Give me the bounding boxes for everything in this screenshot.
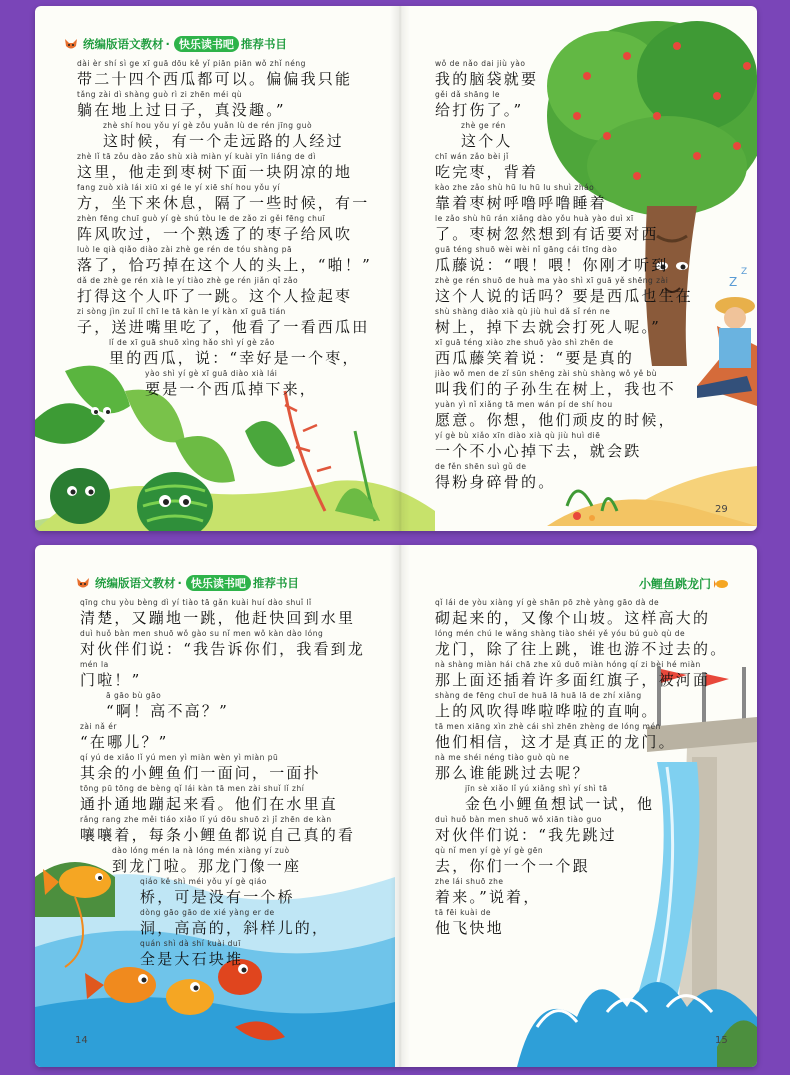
pinyin-text: zi sòng jìn zuǐ lǐ chī le tā kàn le yí kàn xī guā tián: [77, 307, 286, 316]
text-line: [435, 721, 727, 752]
pinyin-text: jīn sè xiǎo lǐ yú xiǎng shì yí shì tā: [465, 784, 608, 793]
hanzi-text: 全是大石块堆: [140, 950, 244, 968]
text-line: [77, 182, 372, 213]
hanzi-text: 这里，他走到枣树下面一块阴凉的地: [77, 163, 353, 181]
hanzi-text: 阵风吹过，一个熟透了的枣子给风吹: [77, 225, 353, 243]
hanzi-text: 了。枣树忽然想到有话要对西: [435, 225, 659, 243]
text-line: [80, 628, 365, 659]
text-line: [80, 721, 365, 752]
text-line: [435, 368, 693, 399]
pinyin-text: gěi dǎ shāng le: [435, 90, 500, 99]
pinyin-text: qīng chu yòu bèng dì yí tiào tā gǎn kuài huí dào shuǐ lǐ: [80, 598, 312, 607]
hanzi-text: 瓜藤说：“喂！喂！你刚才听到: [435, 256, 669, 274]
pinyin-text: tā fēi kuài de: [435, 908, 491, 917]
svg-text:Z: Z: [729, 275, 738, 289]
pinyin-text: zài nǎ ér: [80, 722, 117, 731]
hanzi-text: 对伙伴们说：“我先跳过: [435, 826, 617, 844]
text-line: [435, 814, 727, 845]
text-column: [80, 597, 365, 969]
hanzi-text: 给打伤了。”: [435, 101, 524, 119]
text-line: [435, 597, 727, 628]
text-line: [77, 275, 372, 306]
text-line: [77, 151, 372, 182]
pinyin-text: zhèn fēng chuī guò yí gè shú tòu le de zǎo zi gěi fēng chuī: [77, 214, 326, 223]
hanzi-text: 通扑通地蹦起来看。他们在水里直: [80, 795, 339, 813]
text-line: [77, 89, 372, 120]
hanzi-text: 他们相信，这才是真正的龙门。: [435, 733, 676, 751]
hanzi-text: 嚷嚷着，每条小鲤鱼都说自己真的看: [80, 826, 356, 844]
pinyin-text: chī wán zǎo bèi jǐ: [435, 152, 509, 161]
hanzi-text: 门啦！”: [80, 671, 142, 689]
hanzi-text: “在哪儿？”: [80, 733, 169, 751]
text-line: [435, 151, 693, 182]
hanzi-text: 这时候，有一个走远路的人经过: [103, 132, 344, 150]
hanzi-text: 其余的小鲤鱼们一面问，一面扑: [80, 764, 321, 782]
badge-label: 快乐读书吧: [174, 36, 239, 52]
hanzi-text: 去，你们一个一个跟: [435, 857, 590, 875]
pinyin-text: duì huǒ bàn men shuō wǒ xiān tiào guo: [435, 815, 602, 824]
pinyin-text: tǎng zài dì shàng guò rì zi zhēn méi qù: [77, 90, 243, 99]
text-line: [80, 597, 365, 628]
hanzi-text: 带二十四个西瓜都可以。偏偏我只能: [77, 70, 353, 88]
text-line: [435, 628, 727, 659]
pinyin-text: dào lóng mén la nà lóng mén xiàng yí zuò: [112, 846, 290, 855]
text-line: [435, 120, 693, 151]
hanzi-text: 洞，高高的，斜样儿的，: [140, 919, 330, 937]
pinyin-text: mén la: [80, 660, 109, 669]
pinyin-text: zhè ge rén: [461, 121, 506, 130]
hanzi-text: 对伙伴们说：“我告诉你们，我看到龙: [80, 640, 366, 658]
recommend-label: 推荐书目: [252, 576, 299, 590]
hanzi-text: 龙门，除了往上跳，谁也游不过去的。: [435, 640, 728, 658]
text-line: [77, 120, 372, 151]
pinyin-text: qiáo kě shì méi yǒu yí gè qiáo: [140, 877, 267, 886]
bottom-spread: [35, 545, 757, 1067]
text-line: [80, 659, 365, 690]
pinyin-text: yí gè bù xiǎo xīn diào xià qù jiù huì diē: [435, 431, 601, 440]
pinyin-text: shù shàng diào xià qù jiù huì dǎ sǐ rén ne: [435, 307, 611, 316]
hanzi-text: 打得这个人吓了一跳。这个人捡起枣: [77, 287, 353, 305]
series-header: 统编版语文教材 · 快乐读书吧 推荐书目: [63, 36, 287, 52]
text-line: [435, 306, 693, 337]
hanzi-text: 桥，可是没有一个桥: [140, 888, 295, 906]
pinyin-text: dài èr shí sì ge xī guā dōu kě yǐ piān piān wǒ zhǐ néng: [77, 59, 306, 68]
hanzi-text: 叫我们的子孙生在树上，我也不: [435, 380, 676, 398]
pinyin-text: lóng mén chú le wǎng shàng tiào shéi yě yóu bú guò qù de: [435, 629, 686, 638]
pinyin-text: le zǎo shù hū rán xiǎng dào yǒu huà yào duì xī: [435, 214, 634, 223]
pinyin-text: jiào wǒ men de zǐ sūn shēng zài shù shàng wǒ yě bù: [435, 369, 658, 378]
hanzi-text: 砌起来的，又像个山坡。这样高大的: [435, 609, 711, 627]
book-fold: [390, 6, 410, 531]
text-line: [80, 845, 365, 876]
text-line: [435, 876, 727, 907]
text-line: [435, 752, 727, 783]
text-line: [80, 876, 365, 907]
hanzi-text: 子，送进嘴里吃了，他看了一看西瓜田: [77, 318, 370, 336]
hanzi-text: 躺在地上过日子，真没趣。”: [77, 101, 286, 119]
pinyin-text: yuàn yì nǐ xiǎng tā men wán pí de shí hou: [435, 400, 613, 409]
text-column: [77, 58, 372, 399]
pinyin-text: tā men xiāng xìn zhè cái shì zhēn zhèng de lóng mén: [435, 722, 661, 731]
text-line: [435, 213, 693, 244]
pinyin-text: luò le qià qiǎo diào zài zhè ge rén de tóu shàng pā: [77, 245, 293, 254]
pinyin-text: yào shì yí gè xī guā diào xià lái: [145, 369, 278, 378]
pinyin-text: xī guā téng xiào zhe shuō yào shì zhēn de: [435, 338, 614, 347]
pinyin-text: guā téng shuō wèi wèi nǐ gāng cái tīng dào: [435, 245, 618, 254]
hanzi-text: 这个人说的话吗？要是西瓜也生在: [435, 287, 694, 305]
fox-logo-icon: [63, 36, 79, 52]
pinyin-text: tōng pū tōng de bèng qǐ lái kàn tā men zài shuǐ lǐ zhí: [80, 784, 305, 793]
pinyin-text: ā gāo bù gāo: [106, 691, 162, 700]
hanzi-text: 要是一个西瓜掉下来，: [145, 380, 318, 398]
hanzi-text: “啊！高不高？”: [106, 702, 229, 720]
pinyin-text: qí yú de xiǎo lǐ yú men yì miàn wèn yì miàn pū: [80, 753, 279, 762]
pinyin-text: nà shàng miàn hái chā zhe xǔ duō miàn hóng qí zi bèi hé miàn: [435, 660, 701, 669]
pinyin-text: zhè lǐ tā zǒu dào zǎo shù xià miàn yí kuài yīn liáng de dì: [77, 152, 316, 161]
text-line: [77, 244, 372, 275]
hanzi-text: 到龙门啦。那龙门像一座: [112, 857, 302, 875]
text-line: [80, 814, 365, 845]
text-line: [77, 58, 372, 89]
badge-label: 快乐读书吧: [186, 575, 251, 591]
hanzi-text: 金色小鲤鱼想试一试，他: [465, 795, 655, 813]
pinyin-text: dòng gāo gāo de xié yàng er de: [140, 908, 275, 917]
text-line: [435, 907, 727, 938]
pinyin-text: qǐ lái de yòu xiàng yí gè shān pō zhè yàng gāo dà de: [435, 598, 660, 607]
hanzi-text: 那么谁能跳过去呢？: [435, 764, 590, 782]
hanzi-text: 上的风吹得哗啦哗啦的直响。: [435, 702, 659, 720]
top-spread: [35, 6, 757, 531]
pinyin-text: de fěn shēn suì gǔ de: [435, 462, 527, 471]
text-line: [80, 907, 365, 938]
series-title: 统编版语文教材: [95, 576, 176, 590]
pinyin-text: nà me shéi néng tiào guò qù ne: [435, 753, 570, 762]
text-line: [435, 845, 727, 876]
text-line: [435, 244, 693, 275]
hanzi-text: 着来。”说着，: [435, 888, 541, 906]
text-column: [435, 597, 727, 938]
text-line: [435, 659, 727, 690]
story-title-text: 小鲤鱼跳龙门: [639, 577, 712, 591]
text-line: [80, 783, 365, 814]
pinyin-text: shàng de fēng chuī de huā lā huā lā de zhí xiǎng: [435, 691, 642, 700]
pinyin-text: zhè ge rén shuō de huà ma yào shì xī guā yě shēng zài: [435, 276, 669, 285]
hanzi-text: 吃完枣，背着: [435, 163, 539, 181]
text-line: [77, 368, 372, 399]
recommend-label: 推荐书目: [240, 37, 287, 51]
hanzi-text: 清楚，又蹦地一跳，他赶快回到水里: [80, 609, 356, 627]
series-title: 统编版语文教材: [83, 37, 164, 51]
text-line: [435, 182, 693, 213]
pinyin-text: rǎng rang zhe měi tiáo xiǎo lǐ yú dōu shuō zì jǐ zhēn de kàn: [80, 815, 332, 824]
pinyin-text: wǒ de nǎo dai jiù yào: [435, 59, 526, 68]
text-line: [77, 337, 372, 368]
page-number: 29: [715, 504, 728, 515]
series-header: 统编版语文教材 · 快乐读书吧 推荐书目: [75, 575, 299, 591]
text-line: [80, 752, 365, 783]
hanzi-text: 他飞快地: [435, 919, 504, 937]
hanzi-text: 我的脑袋就要: [435, 70, 539, 88]
hanzi-text: 落了，恰巧掉在这个人的头上，“啪！”: [77, 256, 372, 274]
text-line: [435, 783, 727, 814]
text-line: [77, 213, 372, 244]
hanzi-text: 这个人: [461, 132, 513, 150]
pinyin-text: dǎ de zhè ge rén xià le yí tiào zhè ge rén jiǎn qǐ zǎo: [77, 276, 299, 285]
hanzi-text: 树上，掉下去就会打死人呢。”: [435, 318, 661, 336]
text-line: [435, 399, 693, 430]
text-line: [435, 690, 727, 721]
text-line: [435, 337, 693, 368]
pinyin-text: zhe lái shuō zhe: [435, 877, 504, 886]
hanzi-text: 一个不小心掉下去，就会跌: [435, 442, 642, 460]
svg-text:Z: Z: [741, 267, 748, 277]
text-line: [435, 430, 693, 461]
fox-logo-icon: [75, 575, 91, 591]
story-title: [639, 575, 730, 592]
text-line: [80, 690, 365, 721]
hanzi-text: 西瓜藤笑着说：“要是真的: [435, 349, 635, 367]
text-line: [435, 58, 693, 89]
text-line: [77, 306, 372, 337]
hanzi-text: 愿意。你想，他们顽皮的时候，: [435, 411, 676, 429]
pinyin-text: kào zhe zǎo shù hū lu hū lu shuì zháo: [435, 183, 595, 192]
page-number: 15: [715, 1035, 728, 1046]
pinyin-text: zhè shí hou yǒu yí gè zǒu yuǎn lù de rén jīng guò: [103, 121, 313, 130]
pinyin-text: duì huǒ bàn men shuō wǒ gào su nǐ men wǒ kàn dào lóng: [80, 629, 324, 638]
hanzi-text: 里的西瓜，说：“幸好是一个枣，: [109, 349, 360, 367]
pinyin-text: quán shì dà shí kuài duī: [140, 939, 241, 948]
text-column: [435, 58, 693, 492]
hanzi-text: 那上面还插着许多面红旗子，被河面: [435, 671, 711, 689]
page-number: 14: [75, 1035, 88, 1046]
pinyin-text: lǐ de xī guā shuō xìng hǎo shì yí gè zǎo: [109, 338, 275, 347]
pinyin-text: fang zuò xià lái xiū xi gé le yí xiē shí hou yǒu yí: [77, 183, 281, 192]
text-line: [435, 275, 693, 306]
hanzi-text: 得粉身碎骨的。: [435, 473, 556, 491]
pinyin-text: qù nǐ men yí gè yí gè gēn: [435, 846, 544, 855]
book-fold: [390, 545, 410, 1067]
text-line: [80, 938, 365, 969]
text-line: [435, 89, 693, 120]
text-line: [435, 461, 693, 492]
hanzi-text: 靠着枣树呼噜呼噜睡着: [435, 194, 608, 212]
hanzi-text: 方，坐下来休息，隔了一些时候，有一: [77, 194, 370, 212]
carp-icon: [714, 577, 730, 591]
